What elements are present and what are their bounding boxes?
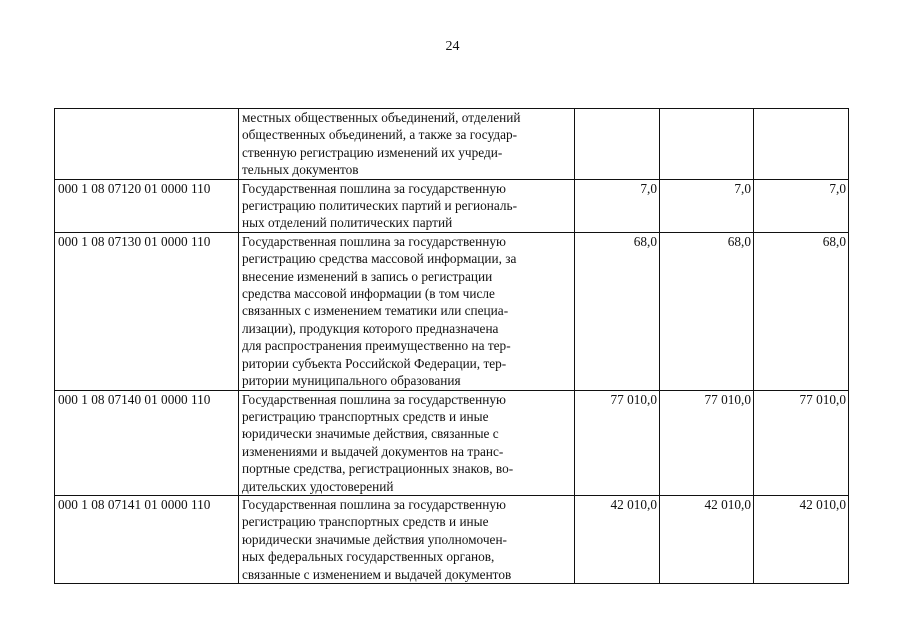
amount-cell-1	[575, 109, 660, 180]
description-line: ных отделений политических партий	[242, 215, 453, 231]
amount-cell-1: 68,0	[575, 232, 660, 390]
description-cell	[239, 232, 575, 390]
description-line: связанных с изменением тематики или специа-	[242, 303, 509, 319]
description-line: тельных документов	[242, 162, 359, 178]
amount-cell-2	[660, 109, 754, 180]
description-line: ритории субъекта Российской Федерации, тер-	[242, 355, 507, 371]
description-line: регистрацию средства массовой информации, за	[242, 251, 517, 267]
revenue-code-cell: 000 1 08 07120 01 0000 110	[55, 179, 239, 232]
description-line: регистрацию политических партий и региональ-	[242, 198, 518, 214]
description-line: юридически значимые действия уполномочен-	[242, 531, 507, 547]
description-line: изменениями и выдачей документов на транс-	[242, 443, 504, 459]
revenue-code-cell: 000 1 08 07140 01 0000 110	[55, 390, 239, 495]
budget-table	[54, 108, 849, 584]
table-row	[55, 390, 849, 495]
amount-cell-1: 77 010,0	[575, 390, 660, 495]
description-line: местных общественных объединений, отделений	[242, 110, 521, 125]
description-line: Государственная пошлина за государственную	[242, 180, 506, 196]
amount-cell-3: 7,0	[754, 179, 849, 232]
description-line: портные средства, регистрационных знаков, во-	[242, 461, 514, 477]
amount-cell-2: 42 010,0	[660, 495, 754, 583]
description-line: общественных объединений, а также за государ-	[242, 127, 518, 143]
description-line: ственную регистрацию изменений их учреди-	[242, 144, 503, 160]
table-row	[55, 495, 849, 583]
description-cell	[239, 390, 575, 495]
page-number: 24	[445, 39, 460, 54]
amount-cell-1: 42 010,0	[575, 495, 660, 583]
revenue-code-cell: 000 1 08 07130 01 0000 110	[55, 232, 239, 390]
amount-cell-3	[754, 109, 849, 180]
description-line: Государственная пошлина за государственную	[242, 391, 506, 407]
description-line: внесение изменений в запись о регистрации	[242, 268, 493, 284]
amount-cell-3: 68,0	[754, 232, 849, 390]
description-cell	[239, 179, 575, 232]
table-row	[55, 179, 849, 232]
amount-cell-2: 7,0	[660, 179, 754, 232]
description-line: регистрацию транспортных средств и иные	[242, 408, 489, 424]
description-cell	[239, 109, 575, 180]
description-line: регистрацию транспортных средств и иные	[242, 514, 489, 530]
description-cell	[239, 495, 575, 583]
amount-cell-2: 68,0	[660, 232, 754, 390]
amount-cell-3: 77 010,0	[754, 390, 849, 495]
description-line: юридически значимые действия, связанные с	[242, 426, 499, 442]
description-line: для распространения преимущественно на тер-	[242, 338, 511, 354]
description-line: Государственная пошлина за государственную	[242, 496, 506, 512]
amount-cell-1: 7,0	[575, 179, 660, 232]
table-row	[55, 232, 849, 390]
revenue-code-cell: 000 1 08 07141 01 0000 110	[55, 495, 239, 583]
description-line: связанные с изменением и выдачей документов	[242, 566, 512, 582]
table-body	[55, 109, 849, 584]
description-line: ритории муниципального образования	[242, 373, 461, 389]
description-line: Государственная пошлина за государственную	[242, 233, 506, 249]
description-line: лизации), продукция которого предназначена	[242, 320, 499, 336]
amount-cell-3: 42 010,0	[754, 495, 849, 583]
description-line: ных федеральных государственных органов,	[242, 549, 495, 565]
amount-cell-2: 77 010,0	[660, 390, 754, 495]
table-row	[55, 109, 849, 180]
description-line: дительских удостоверений	[242, 478, 394, 494]
description-line: средства массовой информации (в том числе	[242, 286, 495, 302]
revenue-code-cell	[55, 109, 239, 180]
